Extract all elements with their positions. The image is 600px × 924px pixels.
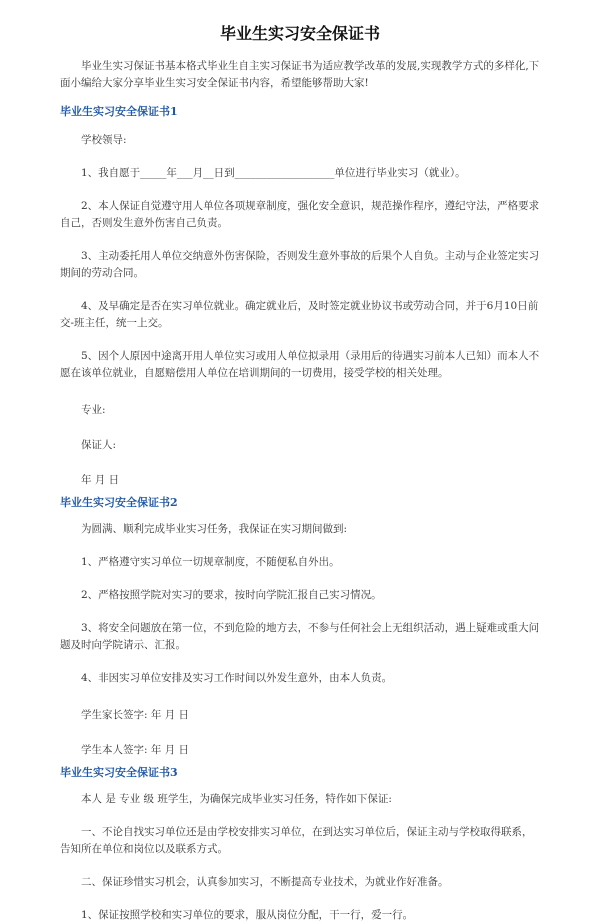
section-2 <box>60 495 540 759</box>
paragraph: 5、因个人原因中途离开用人单位实习或用人单位拟录用（录用后的待遇实习前本人已知）而本人不愿在该单位就业，自愿赔偿用人单位在培训期间的一切费用，接受学校的相关处理。 <box>60 350 540 379</box>
paragraph: 4、非因实习单位安排及实习工作时间以外发生意外，由本人负责。 <box>81 672 393 684</box>
section-3 <box>60 765 540 924</box>
document-title: 毕业生实习安全保证书 <box>219 24 380 43</box>
paragraph: 二、保证珍惜实习机会，认真参加实习，不断提高专业技术，为就业作好准备。 <box>81 876 449 888</box>
section-heading: 毕业生实习安全保证书2 <box>60 496 178 509</box>
paragraph: 专业: <box>81 404 106 416</box>
paragraph: 3、将安全问题放在第一位，不到危险的地方去，不参与任何社会上无组织活动，遇上疑难或重大问题及时向学院请示、汇报。 <box>60 622 540 651</box>
paragraph: 一、不论自找实习单位还是由学校安排实习单位，在到达实习单位后，保证主动与学校取得联系，告知所在单位和岗位以及联系方式。 <box>60 826 533 855</box>
paragraph: 为圆满、顺利完成毕业实习任务，我保证在实习期间做到: <box>81 523 348 535</box>
paragraph: 1、保证按照学校和实习单位的要求，服从岗位分配，干一行，爱一行。 <box>81 909 414 921</box>
paragraph: 1、严格遵守实习单位一切规章制度，不随便私自外出。 <box>81 556 340 568</box>
section-1 <box>60 104 540 489</box>
paragraph: 学校领导: <box>81 134 127 146</box>
intro-paragraph: 毕业生实习保证书基本格式毕业生自主实习保证书为适应教学改革的发展,实现教学方式的多样化,下面小编给大家分享毕业生实习安全保证书内容，希望能够帮助大家! <box>60 60 540 89</box>
section-heading: 毕业生实习安全保证书3 <box>60 766 178 779</box>
paragraph: 年 月 日 <box>81 474 120 486</box>
paragraph: 本人 是 专业 级 班学生，为确保完成毕业实习任务，特作如下保证: <box>81 793 392 805</box>
paragraph: 2、本人保证自觉遵守用人单位各项规章制度，强化安全意识，规范操作程序，遵纪守法，严格要求自己，否则发生意外伤害自己负责。 <box>60 200 540 229</box>
paragraph: 保证人: <box>81 439 117 451</box>
paragraph: 学生家长签字: 年 月 日 <box>81 709 190 721</box>
paragraph: 3、主动委托用人单位交纳意外伤害保险，否则发生意外事故的后果个人自负。主动与企业签定实习期间的劳动合同。 <box>60 250 540 279</box>
section-heading: 毕业生实习安全保证书1 <box>60 105 178 118</box>
paragraph: 2、严格按照学院对实习的要求，按时向学院汇报自己实习情况。 <box>81 589 382 601</box>
paragraph: 4、及早确定是否在实习单位就业。确定就业后，及时签定就业协议书或劳动合同，并于6月10日前交-班主任，统一上交。 <box>60 300 539 329</box>
paragraph: 1、我自愿于_____年___月__日到___________________单位进行毕业实习（就业）。 <box>81 167 466 179</box>
paragraph: 学生本人签字: 年 月 日 <box>81 744 190 756</box>
